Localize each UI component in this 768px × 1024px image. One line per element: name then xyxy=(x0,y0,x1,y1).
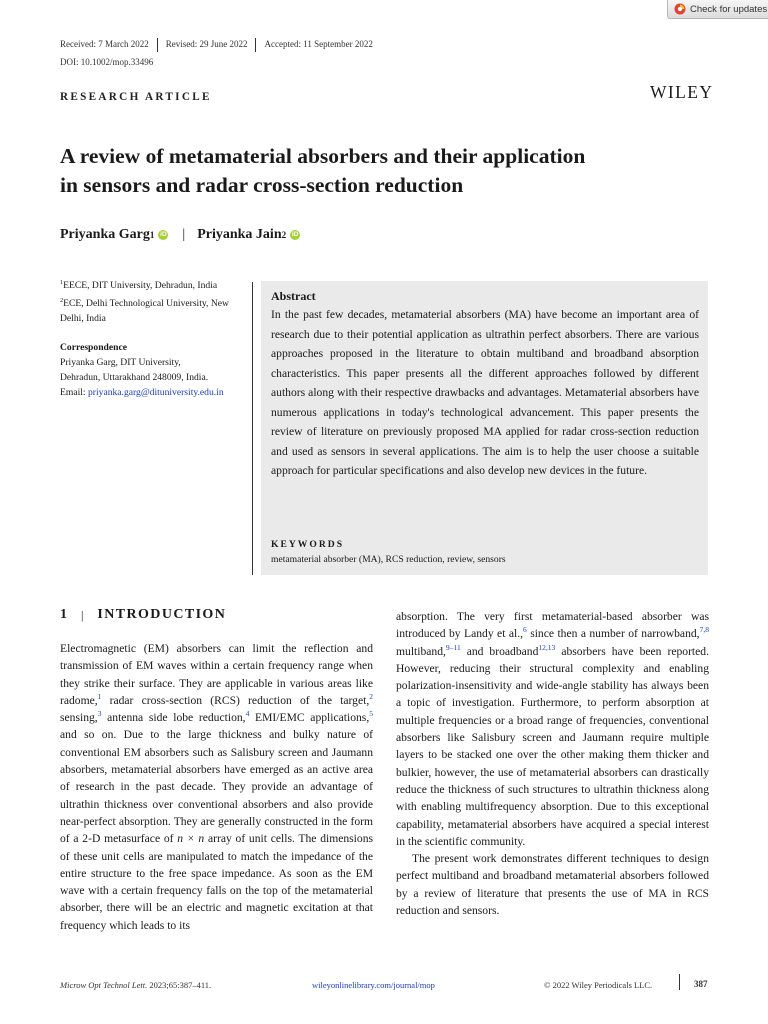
title-line: A review of metamaterial absorbers and their application xyxy=(60,144,586,168)
reference-link[interactable]: 2 xyxy=(369,692,373,702)
reference-link[interactable]: 5 xyxy=(369,709,373,719)
reference-link[interactable]: 12,13 xyxy=(538,642,556,652)
publisher-logo: WILEY xyxy=(650,82,714,102)
page-number: 387 xyxy=(694,979,708,989)
body-column-left xyxy=(60,640,373,934)
title-line: in sensors and radar cross-section reduction xyxy=(60,173,464,197)
body-text: Electromagnetic (EM) absorbers can limit the reflection and transmission of EM waves within a certain frequency range when they strike their surface. They are applicable in various areas like radome, xyxy=(60,642,373,707)
revised-date: Revised: 29 June 2022 xyxy=(157,38,256,52)
correspondence-email-row xyxy=(60,385,245,400)
orcid-icon[interactable]: iD xyxy=(291,231,299,238)
author-name[interactable]: Priyanka Garg xyxy=(60,227,150,242)
reference-link[interactable]: 1 xyxy=(97,692,102,702)
affiliation-text: EECE, DIT University, Dehradun, India xyxy=(63,280,218,291)
keywords-title: KEYWORDS xyxy=(271,539,345,550)
body-text: absorbers have been reported. However, reducing their structural complexity and enabling polarization-insensitivity and wide-angle stability has always been a topic of investigation. Furthermore, to perform absorption at multiple frequencies or a broad range of frequencies, conventional absorbers like Salisbury screen and Jaumann require multiple layers to be stacked one over the other making them thicker and bulkier, however, the use of metamaterial absorbers can drastically reduce the thickness of such structures to ultrathin thickness along with enabling multifrequency absorption. Due to this exceptional capability, metamaterial absorbers have acquired a special interest in the scientific community. xyxy=(396,644,709,848)
article-dates xyxy=(60,38,381,52)
affiliation xyxy=(60,278,245,293)
orcid-icon[interactable]: iD xyxy=(160,231,167,238)
check-for-updates-label: Check for updates xyxy=(690,3,768,15)
affiliations xyxy=(60,278,245,326)
author-name[interactable]: Priyanka Jain xyxy=(197,227,282,242)
email-link[interactable]: priyanka.garg@dituniversity.edu.in xyxy=(87,387,224,398)
body-text: absorption. The very first metamaterial-based absorber was introduced by Landy et al., xyxy=(396,610,709,641)
section-separator: | xyxy=(81,607,84,622)
body-text: since then a number of narrowband, xyxy=(526,627,700,641)
paragraph: The present work demonstrates different techniques to design perfect multiband and broadband metamaterial absorbers followed by a review of literature that presents the use of MA in RCS reduction and sensors. xyxy=(396,852,709,918)
paragraph xyxy=(396,608,709,850)
footer-citation xyxy=(60,980,211,990)
body-text: radar cross-section (RCS) reduction of the target, xyxy=(101,693,370,707)
reference-link[interactable]: 3 xyxy=(97,709,102,719)
reference-link[interactable]: 9–11 xyxy=(445,642,461,652)
journal-url-link[interactable]: wileyonlinelibrary.com/journal/mop xyxy=(312,980,435,990)
keywords-text: metamaterial absorber (MA), RCS reduction, review, sensors xyxy=(271,554,506,565)
copyright: © 2022 Wiley Periodicals LLC. xyxy=(544,980,653,990)
section-title: INTRODUCTION xyxy=(97,607,227,622)
correspondence-line: Priyanka Garg, DIT University, xyxy=(60,357,181,368)
body-text: and broadband xyxy=(460,644,539,658)
body-column-right xyxy=(396,608,709,919)
journal-name: Microw Opt Technol Lett. xyxy=(60,980,148,990)
body-text: sensing, xyxy=(60,711,98,725)
affiliation-text: ECE, Delhi Technological University, New Delhi, India xyxy=(60,298,229,324)
doi: DOI: 10.1002/mop.33496 xyxy=(60,57,154,67)
math-expression: n × n xyxy=(177,832,205,846)
correspondence-line: Dehradun, Uttarakhand 248009, India. xyxy=(60,372,209,383)
author-separator: | xyxy=(182,227,186,242)
paper-title xyxy=(60,142,720,200)
body-text: and so on. Due to the large thickness and bulky nature of conventional EM absorbers such as Salisbury screen and Jaumann absorbers, metamaterial absorbers have emerged as an active area of research in the past decade. They provide an advantage of ultrathin thickness over conventional absorbers and also provide near-perfect absorption. They are generally constructed in the form of a 2-D metasurface of xyxy=(60,728,373,846)
reference-link[interactable]: 4 xyxy=(245,709,250,719)
citation-detail: 2023;65:387–411. xyxy=(147,980,212,990)
email-label: Email: xyxy=(60,387,88,398)
correspondence xyxy=(60,340,245,400)
affiliation xyxy=(60,296,245,326)
footer-divider xyxy=(679,974,680,990)
author-list: Priyanka Garg 1 iD | Priyanka Jain 2 iD xyxy=(60,227,299,242)
page-footer xyxy=(60,978,710,992)
body-text: EMI/EMC applications, xyxy=(249,711,370,725)
section-number: 1 xyxy=(60,607,67,622)
body-text: array of unit cells. The dimensions of these unit cells are manipulated to match the impedance of the entire structure to the free space impedance. As soon as the EM wave with a certain frequency falls on the top of the metamaterial absorber, there will be an electric and magnetic excitation at that frequency which leads to its xyxy=(60,832,374,932)
abstract-title: Abstract xyxy=(271,289,316,303)
body-text: antenna side lobe reduction, xyxy=(101,711,246,725)
crossmark-icon xyxy=(674,3,686,15)
correspondence-title: Correspondence xyxy=(60,342,127,353)
section-heading xyxy=(60,607,226,623)
abstract-text: In the past few decades, metamaterial absorbers (MA) have become an important area of research due to their potential application as ultrathin perfect absorbers. There are various approaches proposed in the literature to obtain multiband and broadband absorption characteristics. This paper presents all the different approaches followed by different authors along with their respective drawbacks and advantages. Metamaterial absorbers have numerous applications in today's technological advancement. This paper presents the review of literature on previously proposed MA applied for radar cross-section reduction and used as sensors in several applications. The aim is to help the user choose a suitable approach for particular specifications and also develop new devices in the future. xyxy=(271,308,699,477)
affiliation-mark: 2 xyxy=(60,296,64,304)
affiliation-mark: 1 xyxy=(60,278,64,286)
reference-link[interactable]: 7,8 xyxy=(699,625,709,635)
article-type: RESEARCH ARTICLE xyxy=(60,91,212,103)
body-text: multiband, xyxy=(396,644,446,658)
reference-link[interactable]: 6 xyxy=(523,625,527,635)
received-date: Received: 7 March 2022 xyxy=(60,39,149,49)
accepted-date: Accepted: 11 September 2022 xyxy=(255,38,380,52)
column-divider xyxy=(252,282,253,575)
check-for-updates-button[interactable] xyxy=(667,0,768,19)
